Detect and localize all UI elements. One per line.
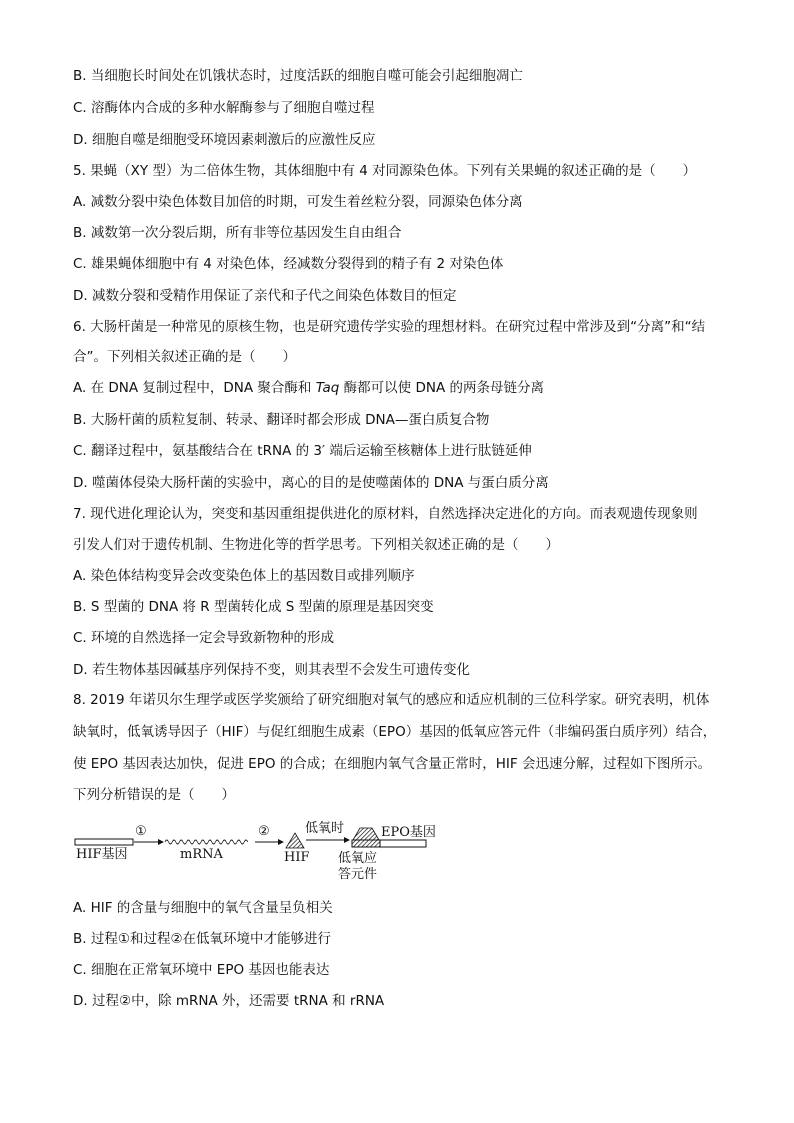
q8-stem-line3: 使 EPO 基因表达加快，促进 EPO 的合成；在细胞内氧气含量正常时，HIF 会迅速分解，过程如下图所示。 [73, 756, 711, 772]
q6-option-a-pre: A. 在 DNA 复制过程中，DNA 聚合酶和 [73, 380, 316, 396]
q6-stem-line2: 合”。下列相关叙述正确的是（ ） [73, 349, 296, 365]
low-oxygen-arrowhead [344, 837, 350, 843]
q8-stem-line4: 下列分析错误的是（ ） [73, 787, 235, 803]
hif-label: HIF [284, 850, 310, 865]
q4-option-b: B. 当细胞长时间处在饥饿状态时，过度活跃的细胞自噬可能会引起细胞凋亡 [73, 68, 523, 84]
q7-option-d: D. 若生物体基因碱基序列保持不变，则其表型不会发生可遗传变化 [73, 662, 470, 678]
q6-option-c: C. 翻译过程中，氨基酸结合在 tRNA 的 3′ 端后运输至核糖体上进行肽链延伸 [73, 443, 532, 459]
step1-arrowhead [158, 839, 164, 845]
low-oxygen-label: 低氧时 [305, 821, 345, 836]
q8-stem-line1: 8. 2019 年诺贝尔生理学或医学奖颁给了研究细胞对氧气的感应和适应机制的三位科学家。研究表明，机体 [73, 692, 710, 708]
q6-option-a-italic: Taq [315, 380, 340, 396]
hif-gene-bar [75, 839, 133, 845]
hif-protein-shape [286, 833, 304, 848]
q8-option-c: C. 细胞在正常氧环境中 EPO 基因也能表达 [73, 962, 330, 978]
q8-option-a: A. HIF 的含量与细胞中的氧气含量呈负相关 [73, 900, 333, 916]
epo-gene-label: EPO基因 [381, 825, 436, 840]
q7-stem-line2: 引发人们对于遗传机制、生物进化等的哲学思考。下列相关叙述正确的是（ ） [73, 537, 559, 553]
hif-epo-process-diagram [72, 818, 452, 888]
hif-gene-label: HIF基因 [76, 847, 128, 862]
q5-option-a: A. 减数分裂中染色体数目加倍的时期，可发生着丝粒分裂，同源染色体分离 [73, 194, 523, 210]
q7-stem-line1: 7. 现代进化理论认为，突变和基因重组提供进化的原材料，自然选择决定进化的方向。而表观遗传现象则 [73, 506, 698, 522]
q7-option-a: A. 染色体结构变异会改变染色体上的基因数目或排列顺序 [73, 568, 415, 584]
q8-option-d: D. 过程②中，除 mRNA 外，还需要 tRNA 和 rRNA [73, 993, 385, 1009]
response-element-label-line1: 低氧应 [338, 851, 378, 866]
q4-option-c: C. 溶酶体内合成的多种水解酶参与了细胞自噬过程 [73, 100, 375, 116]
bound-hif-shape [353, 828, 379, 840]
mrna-wave [165, 840, 248, 844]
q6-option-d: D. 噬菌体侵染大肠杆菌的实验中，离心的目的是使噬菌体的 DNA 与蛋白质分离 [73, 475, 549, 491]
q7-option-b: B. S 型菌的 DNA 将 R 型菌转化成 S 型菌的原理是基因突变 [73, 599, 434, 615]
mrna-label: mRNA [180, 847, 223, 862]
q5-option-c: C. 雄果蝇体细胞中有 4 对染色体，经减数分裂得到的精子有 2 对染色体 [73, 256, 504, 272]
q5-option-b: B. 减数第一次分裂后期，所有非等位基因发生自由组合 [73, 225, 402, 241]
q6-option-b: B. 大肠杆菌的质粒复制、转录、翻译时都会形成 DNA—蛋白质复合物 [73, 412, 490, 428]
q5-option-d: D. 减数分裂和受精作用保证了亲代和子代之间染色体数目的恒定 [73, 288, 457, 304]
q7-option-c: C. 环境的自然选择一定会导致新物种的形成 [73, 630, 335, 646]
q8-stem-line2: 缺氧时，低氧诱导因子（HIF）与促红细胞生成素（EPO）基因的低氧应答元件（非编码蛋白质序列）结合， [73, 724, 717, 740]
q4-option-d: D. 细胞自噬是细胞受环境因素刺激后的应激性反应 [73, 132, 376, 148]
q6-option-a [73, 378, 544, 398]
step2-label: ② [258, 824, 270, 839]
q6-stem-line1: 6. 大肠杆菌是一种常见的原核生物，也是研究遗传学实验的理想材料。在研究过程中常涉及到“分离”和“结 [73, 319, 706, 335]
q6-option-a-post: 酶都可以使 DNA 的两条母链分离 [339, 380, 544, 396]
response-element-label-line2: 答元件 [338, 867, 378, 882]
step1-label: ① [135, 824, 147, 839]
q8-option-b: B. 过程①和过程②在低氧环境中才能够进行 [73, 931, 332, 947]
q5-stem: 5. 果蝇（XY 型）为二倍体生物，其体细胞中有 4 对同源染色体。下列有关果蝇的叙述正确的是（ ） [73, 163, 697, 179]
step2-arrowhead [278, 839, 284, 845]
response-element-bar [352, 840, 380, 847]
